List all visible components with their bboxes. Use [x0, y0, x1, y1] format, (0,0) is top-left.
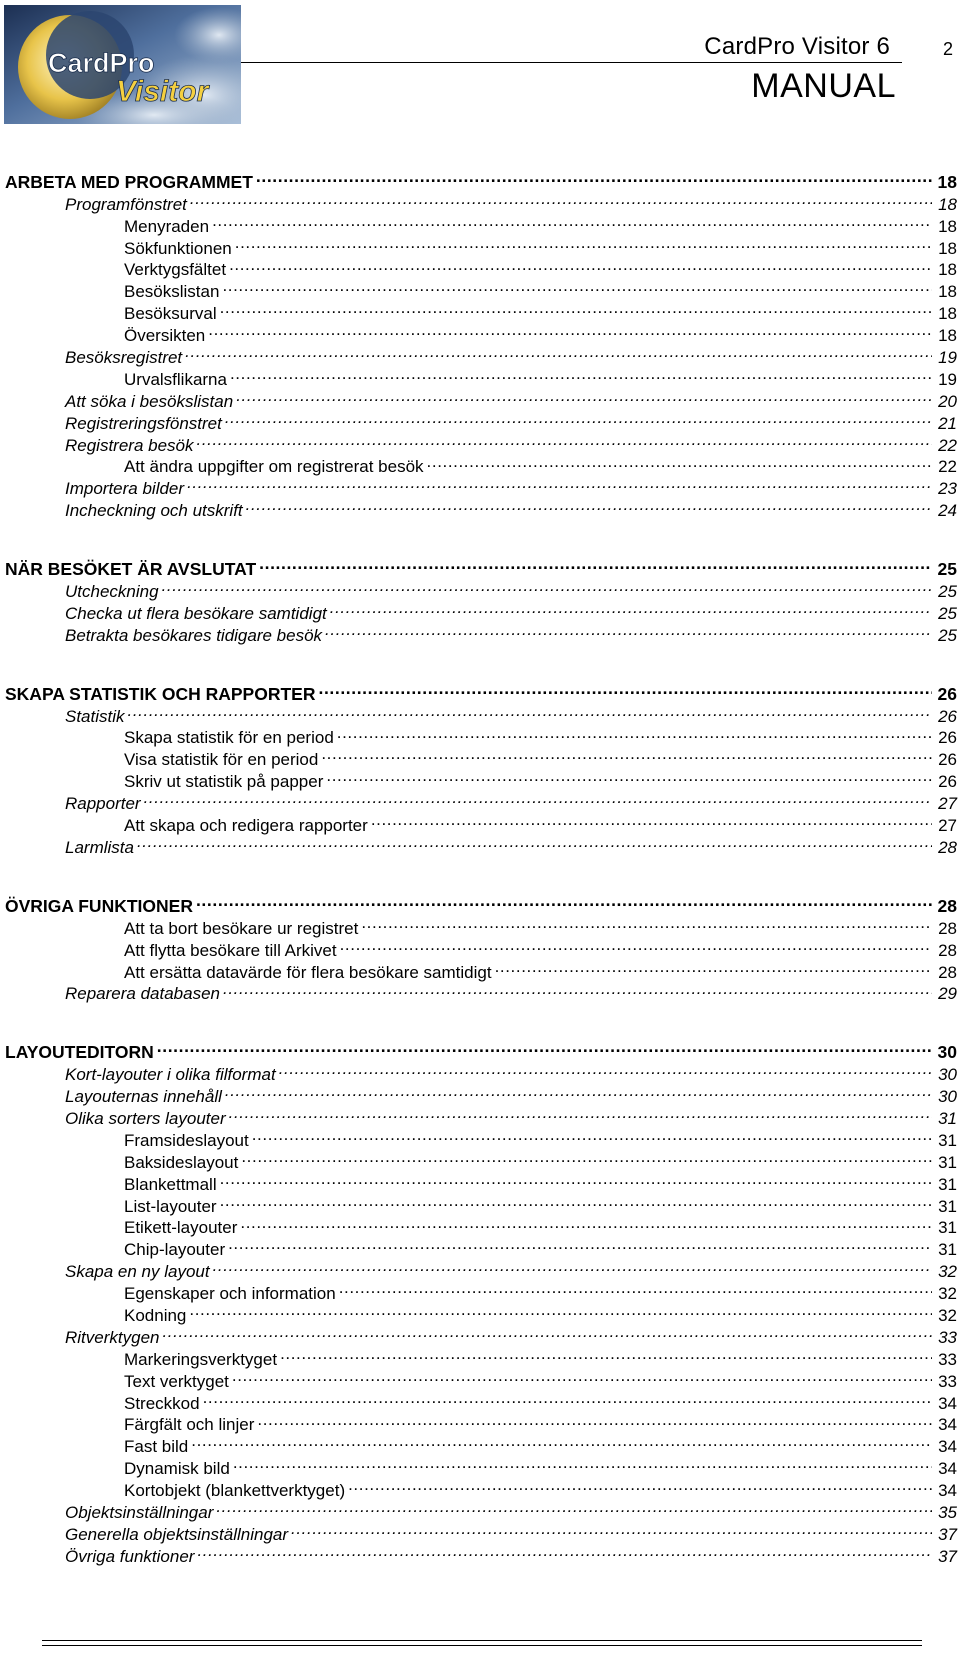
- dot-leader: [318, 678, 932, 700]
- toc-chapter[interactable]: [5, 1036, 957, 1063]
- toc-entry-title: Att skapa och redigera rapporter: [124, 816, 368, 836]
- dot-leader: [241, 1146, 932, 1168]
- toc-entry-title: Statistik: [65, 706, 125, 726]
- toc-page-number: 21: [938, 413, 957, 433]
- toc-page-number: 26: [938, 706, 957, 726]
- toc-page-number: 19: [938, 369, 957, 389]
- toc-page-number: 26: [938, 772, 957, 792]
- toc-page-number: 28: [937, 895, 957, 916]
- svg-text:CardPro: CardPro: [48, 48, 155, 78]
- toc-page-number: 25: [938, 625, 957, 645]
- toc-page-number: 30: [937, 1042, 957, 1063]
- toc-page-number: 31: [938, 1108, 957, 1128]
- dot-leader: [203, 1387, 932, 1409]
- dot-leader: [235, 232, 932, 254]
- toc-entry-title: Övriga funktioner: [65, 1546, 195, 1566]
- dot-leader: [220, 1190, 932, 1212]
- toc-page-number: 26: [938, 750, 957, 770]
- toc-page-number: 18: [938, 238, 957, 258]
- toc-page-number: 26: [938, 728, 957, 748]
- toc-page-number: 35: [938, 1502, 957, 1522]
- toc-page-number: 28: [938, 918, 957, 938]
- dot-leader: [232, 1365, 932, 1387]
- toc-page-number: 34: [938, 1393, 957, 1413]
- toc-page-number: 32: [938, 1262, 957, 1282]
- toc-page-number: 32: [938, 1284, 957, 1304]
- toc-chapter[interactable]: [5, 890, 957, 916]
- dot-leader: [259, 553, 932, 575]
- dot-leader: [191, 1430, 932, 1452]
- dot-leader: [427, 451, 932, 473]
- toc-entry-title: Översikten: [124, 326, 206, 346]
- dot-leader: [246, 494, 932, 516]
- toc-entry-title: Skapa statistik för en period: [124, 728, 334, 748]
- toc-entry-title: Utcheckning: [65, 582, 159, 602]
- toc-entry-title: Layouternas innehåll: [65, 1087, 222, 1107]
- toc-entry-title: Registrera besök: [65, 435, 194, 455]
- toc-entry-title: Streckkod: [124, 1393, 200, 1413]
- toc-entry-title: Kort-layouter i olika filformat: [65, 1065, 276, 1085]
- page-number: 2: [943, 39, 954, 59]
- toc-entry-title: Chip-layouter: [124, 1240, 226, 1260]
- toc-entry-title: Importera bilder: [65, 479, 185, 499]
- dot-leader: [187, 472, 932, 494]
- document-type: MANUAL: [751, 67, 896, 105]
- toc-page-number: 25: [937, 559, 957, 580]
- toc-page-number: 31: [938, 1174, 957, 1194]
- dot-leader: [236, 385, 932, 407]
- dot-leader: [229, 1102, 932, 1124]
- toc-section[interactable]: [5, 831, 957, 857]
- toc-page-number: 27: [938, 816, 957, 836]
- toc-entry-title: Betrakta besökares tidigare besök: [65, 625, 323, 645]
- dot-leader: [233, 1452, 932, 1474]
- toc-page-number: 34: [938, 1415, 957, 1435]
- dot-leader: [291, 1518, 932, 1540]
- dot-leader: [279, 1058, 932, 1080]
- toc-page-number: 28: [938, 962, 957, 982]
- toc-page-number: 19: [938, 348, 957, 368]
- toc-page-number: 25: [938, 603, 957, 623]
- toc-page-number: 33: [938, 1327, 957, 1347]
- dot-leader: [225, 407, 932, 429]
- section-gap: [5, 853, 957, 890]
- toc-page-number: 18: [938, 282, 957, 302]
- toc-page-number: 31: [938, 1130, 957, 1150]
- toc-page-number: 26: [937, 683, 957, 704]
- dot-leader: [128, 700, 932, 722]
- dot-leader: [222, 275, 932, 297]
- dot-leader: [220, 297, 932, 319]
- dot-leader: [330, 597, 932, 619]
- dot-leader: [348, 1474, 932, 1496]
- dot-leader: [321, 743, 932, 765]
- toc-entry-title: Att ändra uppgifter om registrerat besök: [124, 457, 424, 477]
- toc-page-number: 37: [938, 1524, 957, 1544]
- dot-leader: [229, 254, 932, 276]
- dot-leader: [157, 1036, 932, 1058]
- toc-page-number: 30: [938, 1087, 957, 1107]
- toc-chapter[interactable]: [5, 166, 957, 192]
- dot-leader: [144, 787, 932, 809]
- toc-entry-title: Fast bild: [124, 1437, 189, 1457]
- toc-page-number: 18: [938, 304, 957, 324]
- toc-page-number: 31: [938, 1152, 957, 1172]
- toc-entry-title: Menyraden: [124, 216, 210, 236]
- toc-entry-title: Incheckning och utskrift: [65, 501, 243, 521]
- toc-entry-title: Programfönstret: [65, 194, 187, 214]
- dot-leader: [257, 1409, 932, 1431]
- toc-entry-title: LAYOUTEDITORN: [5, 1042, 154, 1063]
- toc-page-number: 32: [938, 1305, 957, 1325]
- toc-entry-title: Verktygsfältet: [124, 260, 227, 280]
- toc-page-number: 31: [938, 1240, 957, 1260]
- product-title: CardPro Visitor 6: [704, 33, 890, 60]
- dot-leader: [223, 978, 932, 1000]
- toc-entry-title: Dynamisk bild: [124, 1459, 230, 1479]
- dot-leader: [225, 1080, 932, 1102]
- toc-subsection[interactable]: [5, 809, 957, 836]
- dot-leader: [197, 429, 932, 451]
- toc-page-number: 18: [938, 260, 957, 280]
- toc-page-number: 33: [938, 1349, 957, 1369]
- toc-page-number: 37: [938, 1546, 957, 1566]
- dot-leader: [213, 1255, 932, 1277]
- table-of-contents: [5, 166, 957, 1566]
- toc-page-number: 34: [938, 1437, 957, 1457]
- toc-entry-title: Framsideslayout: [124, 1130, 249, 1150]
- dot-leader: [371, 809, 932, 831]
- toc-entry-title: Generella objektsinställningar: [65, 1524, 289, 1544]
- dot-leader: [162, 1321, 932, 1343]
- toc-section[interactable]: [5, 787, 957, 814]
- toc-entry-title: Skapa en ny layout: [65, 1262, 210, 1282]
- dot-leader: [185, 341, 932, 363]
- toc-page-number: 34: [938, 1481, 957, 1501]
- dot-leader: [162, 575, 932, 597]
- toc-page-number: 18: [938, 194, 957, 214]
- toc-entry-title: Urvalsflikarna: [124, 369, 227, 389]
- toc-entry-title: Egenskaper och information: [124, 1284, 336, 1304]
- toc-entry-title: Larmlista: [65, 837, 134, 857]
- toc-page-number: 27: [938, 794, 957, 814]
- toc-entry-title: Att flytta besökare till Arkivet: [124, 940, 337, 960]
- toc-page-number: 30: [938, 1065, 957, 1085]
- dot-leader: [326, 765, 932, 787]
- svg-text:Visitor: Visitor: [116, 75, 209, 108]
- toc-page-number: 31: [938, 1218, 957, 1238]
- toc-page-number: 22: [938, 457, 957, 477]
- toc-chapter[interactable]: [5, 678, 957, 704]
- toc-entry-title: ARBETA MED PROGRAMMET: [5, 171, 253, 192]
- toc-entry-title: Att ersätta datavärde för flera besökare samtidigt: [124, 962, 492, 982]
- cardpro-visitor-logo: [4, 5, 241, 124]
- dot-leader: [325, 619, 932, 641]
- dot-leader: [208, 319, 932, 341]
- dot-leader: [190, 188, 932, 210]
- toc-page-number: 29: [938, 984, 957, 1004]
- header-rule: [241, 62, 902, 63]
- toc-entry-title: Att ta bort besökare ur registret: [124, 918, 359, 938]
- toc-entry-title: Markeringsverktyget: [124, 1349, 278, 1369]
- toc-entry-title: Kortobjekt (blankettverktyget): [124, 1481, 346, 1501]
- toc-entry-title: Baksideslayout: [124, 1152, 239, 1172]
- toc-entry-title: Sökfunktionen: [124, 238, 232, 258]
- toc-entry-title: Blankettmall: [124, 1174, 217, 1194]
- toc-entry-title: Visa statistik för en period: [124, 750, 319, 770]
- toc-subsection[interactable]: [5, 722, 957, 748]
- toc-entry-title: NÄR BESÖKET ÄR AVSLUTAT: [5, 559, 257, 580]
- footer-double-rule: [42, 1640, 922, 1646]
- toc-section[interactable]: [5, 700, 957, 726]
- toc-entry-title: SKAPA STATISTIK OCH RAPPORTER: [5, 683, 316, 704]
- toc-page-number: 23: [938, 479, 957, 499]
- toc-entry-title: Kodning: [124, 1305, 187, 1325]
- toc-entry-title: ÖVRIGA FUNKTIONER: [5, 895, 193, 916]
- toc-page-number: 34: [938, 1459, 957, 1479]
- dot-leader: [256, 166, 932, 188]
- dot-leader: [252, 1124, 932, 1146]
- dot-leader: [339, 1277, 932, 1299]
- toc-page-number: 24: [938, 501, 957, 521]
- toc-entry-title: Att söka i besökslistan: [65, 391, 234, 411]
- toc-page-number: 28: [938, 837, 957, 857]
- toc-entry-title: Checka ut flera besökare samtidigt: [65, 603, 327, 623]
- dot-leader: [361, 912, 932, 934]
- toc-entry-title: Färgfält och linjer: [124, 1415, 255, 1435]
- toc-entry-title: Text verktyget: [124, 1371, 229, 1391]
- dot-leader: [337, 722, 932, 744]
- toc-entry-title: Skriv ut statistik på papper: [124, 772, 324, 792]
- toc-page-number: 18: [937, 171, 957, 192]
- toc-page-number: 22: [938, 435, 957, 455]
- toc-page-number: 28: [938, 940, 957, 960]
- toc-entry-title: Rapporter: [65, 794, 141, 814]
- toc-entry-title: Besöksregistret: [65, 348, 183, 368]
- toc-entry-title: Etikett-layouter: [124, 1218, 238, 1238]
- dot-leader: [240, 1212, 932, 1234]
- dot-leader: [228, 1233, 932, 1255]
- dot-leader: [340, 934, 932, 956]
- dot-leader: [280, 1343, 932, 1365]
- toc-entry-title: Olika sorters layouter: [65, 1108, 226, 1128]
- toc-page-number: 31: [938, 1196, 957, 1216]
- toc-page-number: 33: [938, 1371, 957, 1391]
- toc-page-number: 20: [938, 391, 957, 411]
- toc-entry-title: List-layouter: [124, 1196, 217, 1216]
- dot-leader: [137, 831, 932, 853]
- dot-leader: [196, 890, 932, 912]
- toc-page-number: 18: [938, 326, 957, 346]
- toc-entry-title: Ritverktygen: [65, 1327, 160, 1347]
- toc-entry-title: Reparera databasen: [65, 984, 221, 1004]
- dot-leader: [216, 1496, 932, 1518]
- toc-chapter[interactable]: [5, 553, 957, 580]
- dot-leader: [220, 1168, 932, 1190]
- dot-leader: [212, 210, 932, 232]
- toc-entry-title: Registreringsfönstret: [65, 413, 222, 433]
- toc-page-number: 18: [938, 216, 957, 236]
- toc-entry-title: Objektsinställningar: [65, 1502, 214, 1522]
- toc-entry-title: Besöksurval: [124, 304, 217, 324]
- dot-leader: [197, 1540, 932, 1562]
- dot-leader: [189, 1299, 932, 1321]
- dot-leader: [230, 363, 932, 385]
- toc-entry-title: Besökslistan: [124, 282, 220, 302]
- toc-page-number: 25: [938, 582, 957, 602]
- dot-leader: [495, 956, 932, 978]
